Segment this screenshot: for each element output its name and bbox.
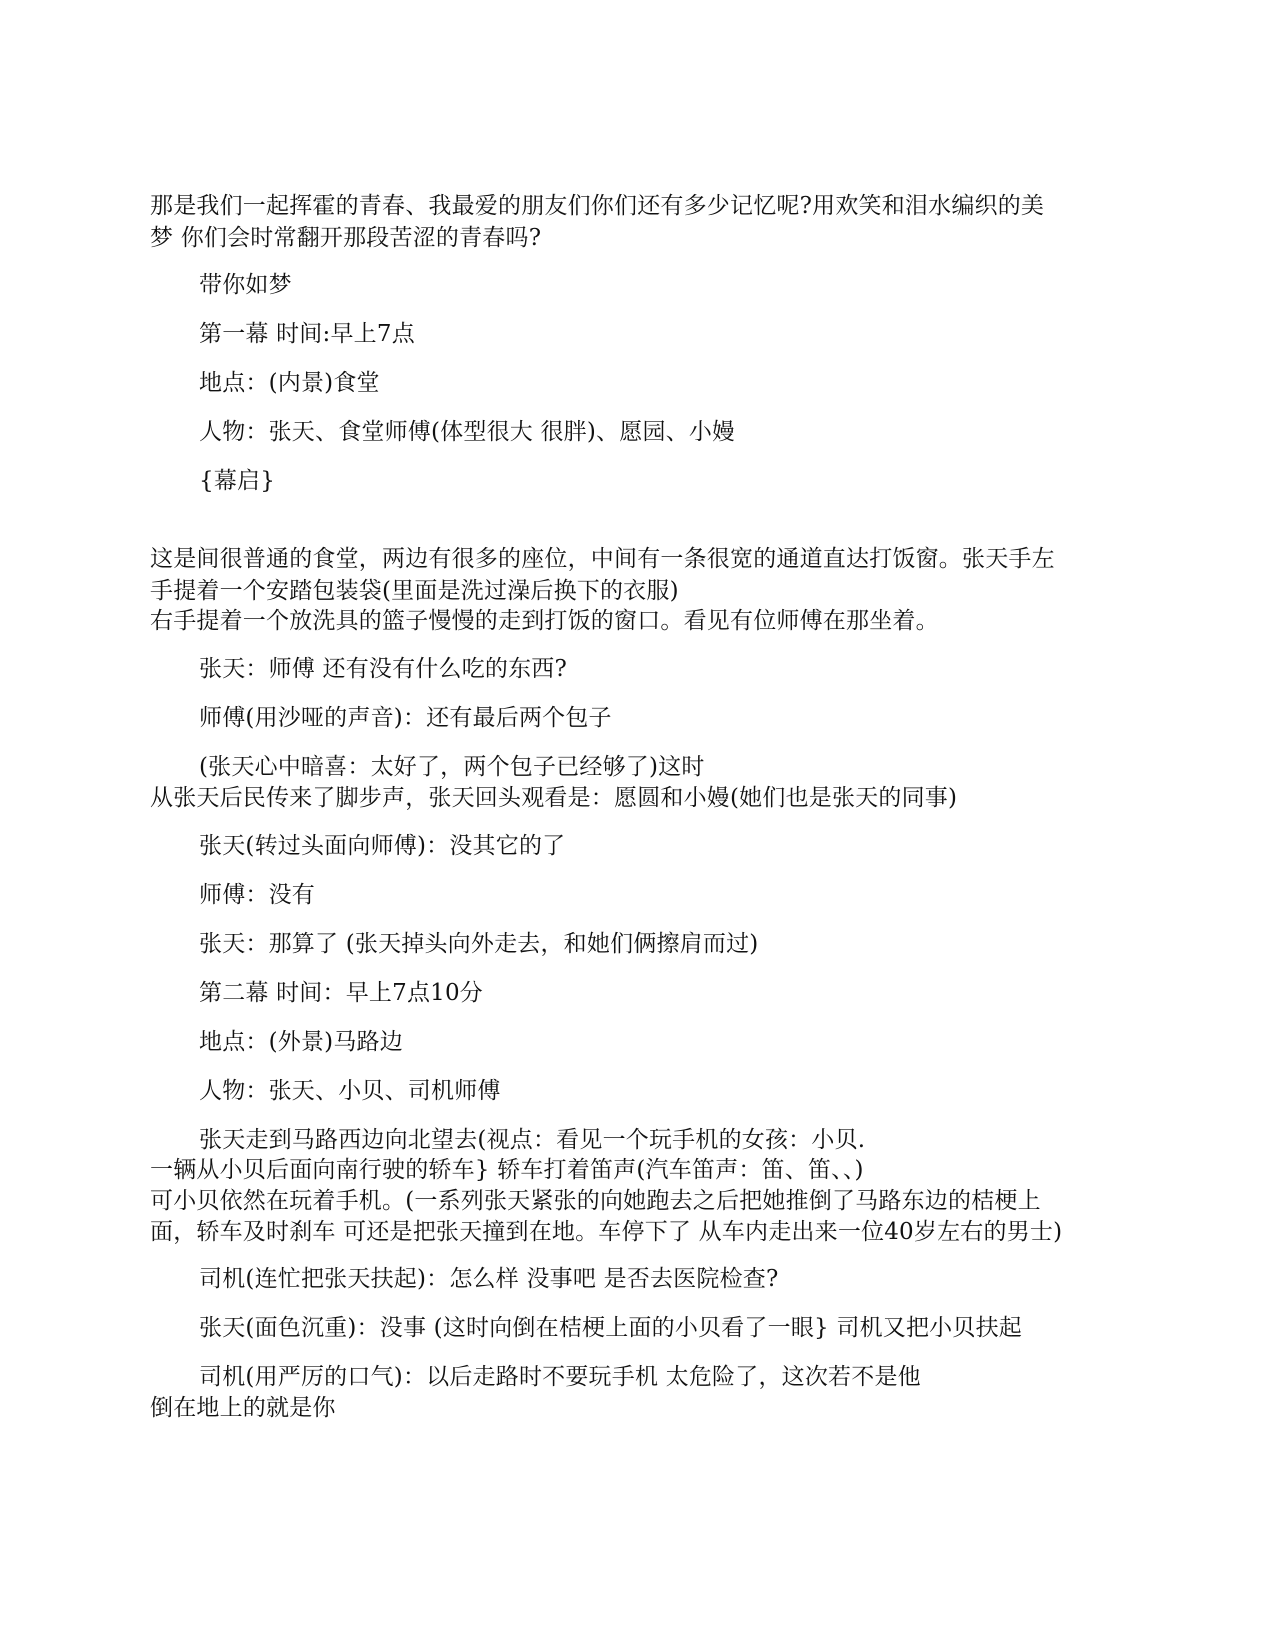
scene-2-action-line-3: 可小贝依然在玩着手机。(一系列张天紧张的向她跑去之后把她推倒了马路东边的桔梗上: [150, 1188, 1041, 1214]
scene-2-place: 地点：(外景)马路边: [199, 1029, 403, 1055]
scene-1-dialogue-2: 师傅(用沙哑的声音)：还有最后两个包子: [199, 705, 612, 731]
scene-1-dialogue-3-line-1: (张天心中暗喜：太好了，两个包子已经够了)这时: [199, 754, 705, 780]
scene-1-characters: 人物：张天、食堂师傅(体型很大 很胖)、愿园、小嫚: [199, 419, 736, 445]
scene-1-description-line-2: 手提着一个安踏包装袋(里面是洗过澡后换下的衣服): [150, 578, 679, 604]
scene-1-description-line-1: 这是间很普通的食堂，两边有很多的座位，中间有一条很宽的通道直达打饭窗。张天手左: [150, 546, 1055, 572]
intro-line-1: 那是我们一起挥霍的青春、我最爱的朋友们你们还有多少记忆呢?用欢笑和泪水编织的美: [150, 193, 1045, 219]
scene-1-dialogue-1: 张天：师傅 还有没有什么吃的东西?: [199, 656, 568, 682]
scene-2-dialogue-2: 张天(面色沉重)：没事 (这时向倒在桔梗上面的小贝看了一眼} 司机又把小贝扶起: [199, 1315, 1022, 1341]
scene-1-heading: 第一幕 时间:早上7点: [199, 321, 415, 347]
scene-1-dialogue-3-line-2: 从张天后民传来了脚步声，张天回头观看是：愿圆和小嫚(她们也是张天的同事): [150, 785, 958, 811]
scene-2-action-line-2: 一辆从小贝后面向南行驶的轿车} 轿车打着笛声(汽车笛声：笛、笛、、): [150, 1157, 864, 1183]
scene-2-action-line-1: 张天走到马路西边向北望去(视点：看见一个玩手机的女孩：小贝.: [199, 1127, 866, 1153]
scene-1-dialogue-5: 师傅：没有: [199, 882, 315, 908]
scene-2-dialogue-3-line-2: 倒在地上的就是你: [150, 1395, 336, 1421]
scene-1-dialogue-4: 张天(转过头面向师傅)：没其它的了: [199, 833, 566, 859]
scene-1-dialogue-6: 张天：那算了 (张天掉头向外走去，和她们俩擦肩而过): [199, 931, 759, 957]
scene-2-heading: 第二幕 时间：早上7点10分: [199, 980, 484, 1006]
intro-line-2: 梦 你们会时常翻开那段苦涩的青春吗?: [150, 225, 542, 251]
scene-2-dialogue-1: 司机(连忙把张天扶起)：怎么样 没事吧 是否去医院检查?: [199, 1266, 779, 1292]
scene-1-place: 地点：(内景)食堂: [199, 370, 380, 396]
scene-2-dialogue-3-line-1: 司机(用严厉的口气)：以后走路时不要玩手机 太危险了，这次若不是他: [199, 1364, 921, 1390]
scene-1-curtain: {幕启}: [199, 468, 276, 494]
scene-2-action-line-4: 面，轿车及时刹车 可还是把张天撞到在地。车停下了 从车内走出来一位40岁左右的男士): [150, 1219, 1063, 1245]
scene-2-characters: 人物：张天、小贝、司机师傅: [199, 1078, 501, 1104]
script-title: 带你如梦: [199, 272, 292, 298]
scene-1-description-line-3: 右手提着一个放洗具的篮子慢慢的走到打饭的窗口。看见有位师傅在那坐着。: [150, 608, 939, 634]
